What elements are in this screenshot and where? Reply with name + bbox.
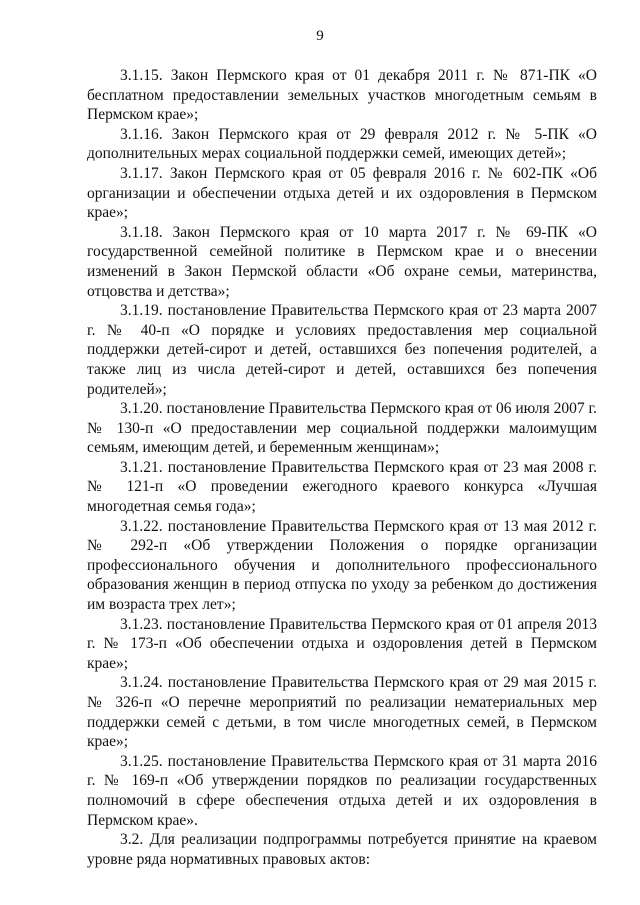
paragraph-3-1-15: 3.1.15. Закон Пермского края от 01 декабря 2011 г. № 871-ПК «О бесплатном предоставлении земельных участков многодетным семьям в Пермском крае»; [87,67,597,124]
paragraph-3-1-17: 3.1.17. Закон Пермского края от 05 февраля 2016 г. № 602-ПК «Об организации и обеспечении отдыха детей и их оздоровления в Пермском крае»; [87,164,597,222]
paragraph-3-2: 3.2. Для реализации подпрограммы потребуется принятие на краевом уровне ряда нормативных правовых актов: [87,831,597,868]
paragraph-3-1-16: 3.1.16. Закон Пермского края от 29 февраля 2012 г. № 5-ПК «О дополнительных мерах социальной поддержки семей, имеющих детей»; [87,125,597,163]
paragraph-3-1-24: 3.1.24. постановление Правительства Пермского края от 29 мая 2015 г. № 326-п «О перечне мероприятий по реализации нематериальных мер поддержки семей с детьми, в том числе многодетных семей, в Пермском крае»; [87,674,597,751]
page-number: 9 [316,28,324,44]
paragraph-3-1-19: 3.1.19. постановление Правительства Пермского края от 23 марта 2007 г. № 40-п «О порядке и условиях предоставления мер социальной поддержки детей-сирот и детей, оставшихся без попечения родителей, а также лиц из числа детей-сирот и детей, оставшихся без попечения родителей»; [87,302,597,398]
paragraph-3-1-25: 3.1.25. постановление Правительства Пермского края от 31 марта 2016 г. № 169-п «Об утверждении порядков по реализации государственных полномочий в сфере обеспечения отдыха детей и их оздоровления в Пермском крае». [87,752,597,829]
paragraph-3-1-21: 3.1.21. постановление Правительства Пермского края от 23 мая 2008 г. № 121-п «О проведении ежегодного краевого конкурса «Лучшая многодетная семья года»; [87,458,597,516]
paragraph-3-1-20: 3.1.20. постановление Правительства Пермского края от 06 июля 2007 г. № 130-п «О предоставлении мер социальной поддержки малоимущим семьям, имеющим детей, и беременным женщинам»; [87,400,597,457]
paragraph-3-1-23: 3.1.23. постановление Правительства Пермского края от 01 апреля 2013 г. № 173-п «Об обеспечении отдыха и оздоровления детей в Пермском крае»; [87,615,597,672]
paragraph-3-1-18: 3.1.18. Закон Пермского края от 10 марта 2017 г. № 69-ПК «О государственной семейной политике в Пермском крае и о внесении изменений в Закон Пермской области «Об охране семьи, материнства, отцовства и детства»; [87,223,597,300]
page-body [87,66,597,869]
paragraph-3-1-22: 3.1.22. постановление Правительства Пермского края от 13 мая 2012 г. № 292-п «Об утверждении Положения о порядке организации профессионального обучения и дополнительного профессионального образования женщин в период отпуска по уходу за ребенком до достижения им возраста трех лет»; [87,517,597,614]
